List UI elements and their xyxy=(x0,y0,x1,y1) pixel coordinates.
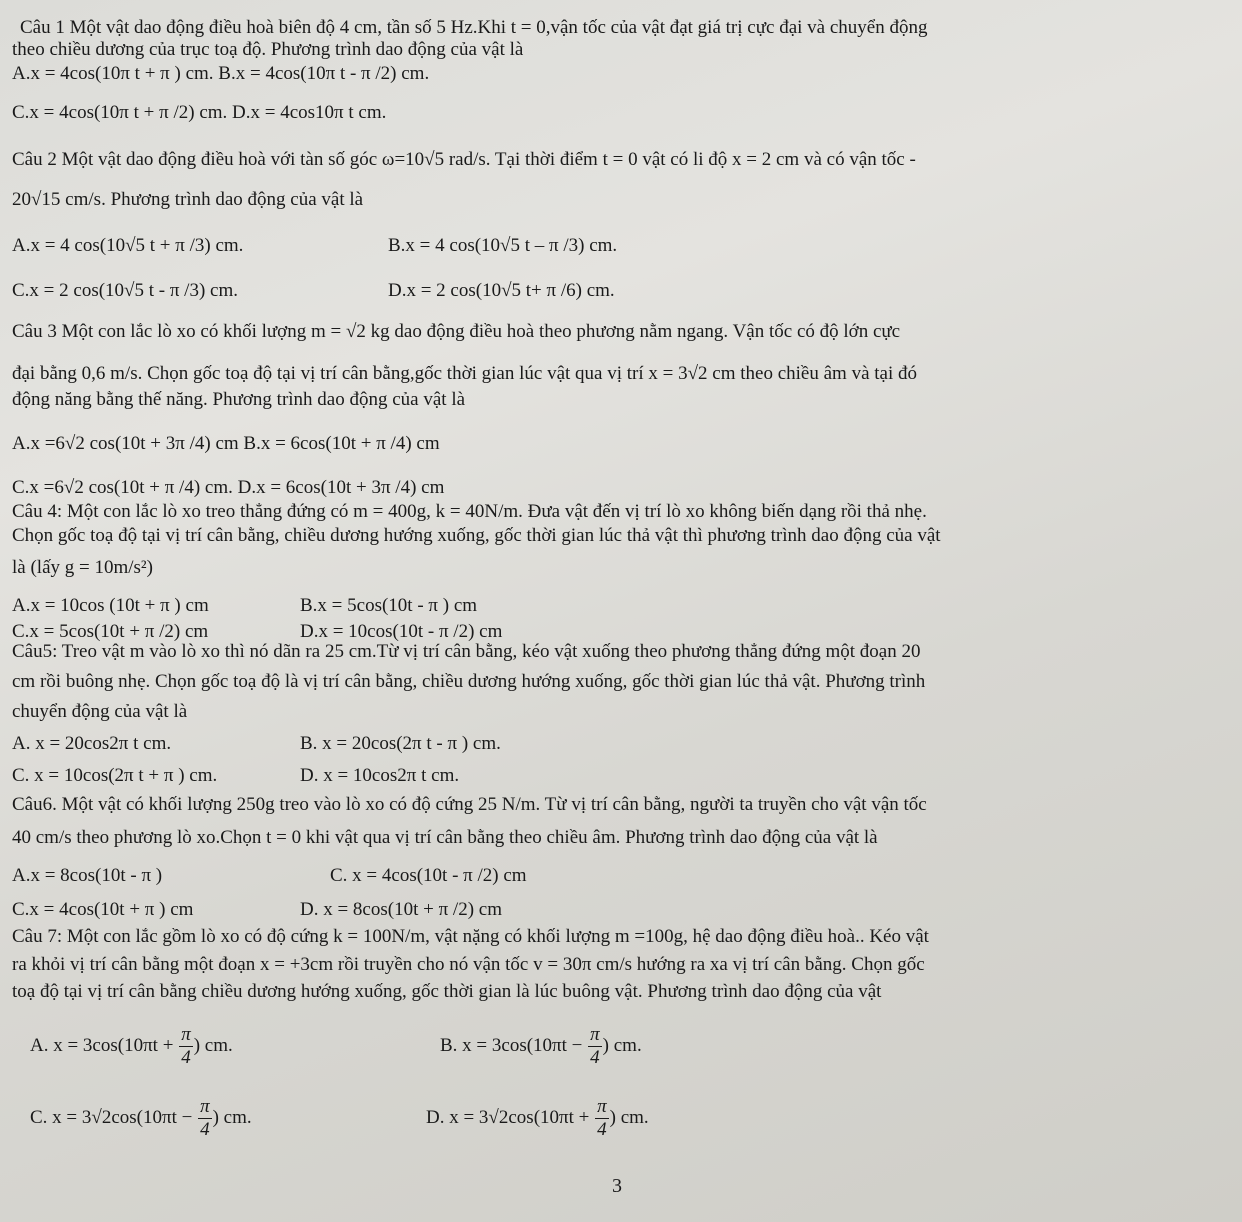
q2-option-b: B.x = 4 cos(10√5 t – π /3) cm. xyxy=(388,235,618,256)
q3-line-2: đại bằng 0,6 m/s. Chọn gốc toạ độ tại vị trí cân bằng,gốc thời gian lúc vật qua vị trí x = 3√2 cm theo chiều âm và tại đó xyxy=(12,363,917,384)
q4-option-d: D.x = 10cos(10t - π /2) cm xyxy=(300,621,503,642)
fraction-pi-over-4: $\frac{\pi}{4}$ xyxy=(590,1024,600,1068)
q6-option-c: C.x = 4cos(10t + π ) cm xyxy=(12,899,194,920)
q2-option-a: A.x = 4 cos(10√5 t + π /3) cm. xyxy=(12,235,244,256)
q6-option-a: A.x = 8cos(10t - π ) xyxy=(12,865,163,886)
q4-option-c: C.x = 5cos(10t + π /2) cm xyxy=(12,621,209,642)
q2-line-1: Câu 2 Một vật dao động điều hoà với tàn số góc ω=10√5 rad/s. Tại thời điểm t = 0 vật có li độ x = 2 cm và có vận tốc - xyxy=(12,149,916,170)
q4-option-a: A.x = 10cos (10t + π ) cm xyxy=(12,595,209,616)
q7-option-d: D. x = 3√2cos(10πt + $\frac{\pi}{4}$ ) cm. xyxy=(426,1096,649,1140)
q2-option-d: D.x = 2 cos(10√5 t+ π /6) cm. xyxy=(388,280,615,301)
q2-line-2: 20√15 cm/s. Phương trình dao động của vật là xyxy=(12,189,364,210)
q7-line-3: toạ độ tại vị trí cân bằng chiều dương hướng xuống, gốc thời gian là lúc buông vật. Phương trình dao động của vật xyxy=(12,981,882,1002)
q6-option-b: C. x = 4cos(10t - π /2) cm xyxy=(330,865,527,886)
q6-line-1: Câu6. Một vật có khối lượng 250g treo vào lò xo có độ cứng 25 N/m. Từ vị trí cân bằng, người ta truyền cho vật vận tốc xyxy=(12,794,927,815)
q3-line-1: Câu 3 Một con lắc lò xo có khối lượng m = √2 kg dao động điều hoà theo phương nằm ngang. Vận tốc có độ lớn cực xyxy=(12,321,901,342)
q5-line-1: Câu5: Treo vật m vào lò xo thì nó dãn ra 25 cm.Từ vị trí cân bằng, kéo vật xuống theo phương thẳng đứng một đoạn 20 xyxy=(12,641,921,662)
page-number: 3 xyxy=(612,1175,622,1197)
q1-line-1: Câu 1 Một vật dao động điều hoà biên độ 4 cm, tần số 5 Hz.Khi t = 0,vận tốc của vật đạt giá trị cực đại và chuyển động xyxy=(20,17,928,38)
q1-options-ab: A.x = 4cos(10π t + π ) cm. B.x = 4cos(10π t - π /2) cm. xyxy=(12,63,430,84)
q3-options-cd: C.x =6√2 cos(10t + π /4) cm. D.x = 6cos(10t + 3π /4) cm xyxy=(12,477,445,498)
q7-option-a: A. x = 3cos(10πt + $\frac{\pi}{4}$ ) cm. xyxy=(30,1024,233,1068)
q1-options-cd: C.x = 4cos(10π t + π /2) cm. D.x = 4cos10π t cm. xyxy=(12,102,387,123)
q7-line-1: Câu 7: Một con lắc gồm lò xo có độ cứng k = 100N/m, vật nặng có khối lượng m =100g, hệ dao động điều hoà.. Kéo vật xyxy=(12,926,929,947)
q5-option-a: A. x = 20cos2π t cm. xyxy=(12,733,172,754)
fraction-pi-over-4: $\frac{\pi}{4}$ xyxy=(181,1024,191,1068)
q5-option-c: C. x = 10cos(2π t + π ) cm. xyxy=(12,765,218,786)
q5-line-3: chuyển động của vật là xyxy=(12,701,188,722)
fraction-pi-over-4: $\frac{\pi}{4}$ xyxy=(200,1096,210,1140)
q4-line-2: Chọn gốc toạ độ tại vị trí cân bằng, chiều dương hướng xuống, gốc thời gian lúc thả vật thì phương trình dao động của vật xyxy=(12,525,941,546)
q2-option-c: C.x = 2 cos(10√5 t - π /3) cm. xyxy=(12,280,238,301)
q6-line-2: 40 cm/s theo phương lò xo.Chọn t = 0 khi vật qua vị trí cân bằng theo chiều âm. Phương trình dao động của vật là xyxy=(12,827,878,848)
q4-line-3: là (lấy g = 10m/s²) xyxy=(12,557,153,578)
q5-line-2: cm rồi buông nhẹ. Chọn gốc toạ độ là vị trí cân bằng, chiều dương hướng xuống, gốc thời gian lúc thả vật. Phương trình xyxy=(12,671,926,692)
q1-line-2: theo chiều dương của trục toạ độ. Phương trình dao động của vật là xyxy=(12,39,524,60)
q6-option-d: D. x = 8cos(10t + π /2) cm xyxy=(300,899,502,920)
fraction-pi-over-4: $\frac{\pi}{4}$ xyxy=(597,1096,607,1140)
q3-options-ab: A.x =6√2 cos(10t + 3π /4) cm B.x = 6cos(10t + π /4) cm xyxy=(12,433,440,454)
q5-option-b: B. x = 20cos(2π t - π ) cm. xyxy=(300,733,501,754)
q7-option-c: C. x = 3√2cos(10πt − $\frac{\pi}{4}$ ) cm. xyxy=(30,1096,252,1140)
q4-line-1: Câu 4: Một con lắc lò xo treo thẳng đứng có m = 400g, k = 40N/m. Đưa vật đến vị trí lò xo không biến dạng rồi thả nhẹ. xyxy=(12,501,927,522)
q5-option-d: D. x = 10cos2π t cm. xyxy=(300,765,460,786)
q4-option-b: B.x = 5cos(10t - π ) cm xyxy=(300,595,478,616)
q7-line-2: ra khỏi vị trí cân bằng một đoạn x = +3cm rồi truyền cho nó vận tốc v = 30π cm/s hướng ra xa vị trí cân bằng. Chọn gốc xyxy=(12,954,925,975)
q3-line-3: động năng bằng thế năng. Phương trình dao động của vật là xyxy=(12,389,466,410)
q7-option-b: B. x = 3cos(10πt − $\frac{\pi}{4}$ ) cm. xyxy=(440,1024,642,1068)
